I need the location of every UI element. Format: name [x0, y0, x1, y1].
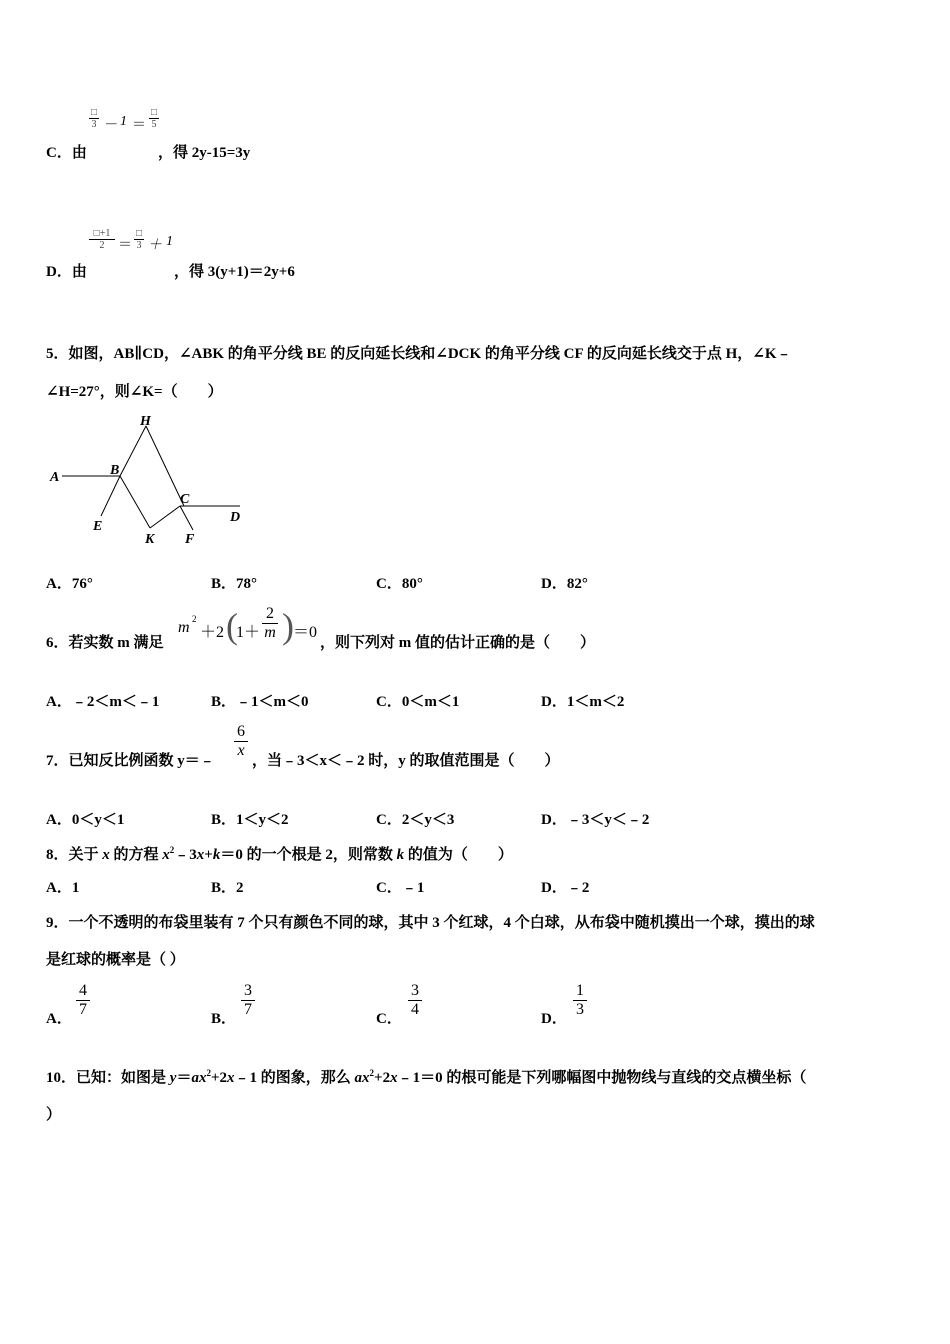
- option-a: A．76°: [46, 576, 93, 592]
- question-text: ）: [46, 1107, 62, 1123]
- option-b: B．2: [211, 880, 244, 896]
- question-text: 9．一个不透明的布袋里装有 7 个只有颜色不同的球，其中 3 个红球，4 个白球，从布袋中随机摸出一个球，摸出的球: [46, 915, 815, 931]
- option-b: B．78°: [211, 576, 258, 592]
- option-c: C．80°: [376, 576, 423, 592]
- fraction: 3 4: [408, 982, 422, 1018]
- label-b: B: [110, 463, 120, 478]
- question-text: 10．已知：如图是 $y=ax^2+2x﹣1$ 的图象，那么 $ax^2+2x﹣1=0$ 的根可能是下列哪幅图中抛物线与直线的交点横坐标（: [46, 1068, 807, 1086]
- option-d: D．﹣3＜y＜﹣2: [541, 812, 650, 828]
- fraction: 4 7: [76, 982, 90, 1018]
- fraction: □+1 2: [89, 228, 115, 251]
- fraction: □ 3: [135, 228, 143, 251]
- fraction: 1 3: [573, 982, 587, 1018]
- question-text: 8．关于 x 的方程 $x^2﹣3x+k=0$ 的一个根是 2，则常数 k 的值为（ ）: [46, 845, 513, 863]
- question-text: ∠H=27°，则∠K=（ ）: [46, 384, 223, 400]
- fraction: 3 7: [241, 982, 255, 1018]
- option-d: D．﹣2: [541, 880, 590, 896]
- question-text: ，则下列对 m 值的估计正确的是（ ）: [320, 635, 595, 651]
- question-text: 5．如图，AB∥CD，∠ABK 的角平分线 BE 的反向延长线和∠DCK 的角平分线 CF 的反向延长线交于点 H，∠K﹣: [46, 346, 792, 362]
- label-k: K: [145, 532, 155, 547]
- option-d: D．1＜m＜2: [541, 694, 625, 710]
- fraction: 6 x: [234, 723, 248, 759]
- question-text: 7．已知反比例函数 y＝﹣: [46, 753, 215, 769]
- label-c: C: [180, 492, 190, 507]
- label-d: D: [230, 510, 241, 525]
- option-a: A．0＜y＜1: [46, 812, 125, 828]
- fraction: □ 5: [150, 107, 158, 130]
- option-a: A．﹣2＜m＜﹣1: [46, 694, 160, 710]
- option-b: B．﹣1＜m＜0: [211, 694, 309, 710]
- fraction: □ 3: [90, 107, 98, 130]
- option-c: C．﹣1: [376, 880, 425, 896]
- option-c: C．0＜m＜1: [376, 694, 460, 710]
- option-d: D．82°: [541, 576, 588, 592]
- label-e: E: [93, 519, 103, 534]
- geometry-figure: [44, 410, 264, 550]
- label-h: H: [140, 414, 151, 429]
- question-text: 6．若实数 m 满足: [46, 635, 164, 651]
- label-a: A: [50, 470, 60, 485]
- option-b: B．1＜y＜2: [211, 812, 289, 828]
- option-c: C．2＜y＜3: [376, 812, 455, 828]
- fraction: 2 m: [262, 605, 278, 641]
- question-text: ，当﹣3＜x＜﹣2 时，y 的取值范围是（ ）: [252, 753, 560, 769]
- label-f: F: [185, 532, 195, 547]
- question-text: 是红球的概率是（ ）: [46, 952, 185, 968]
- option-a: A．1: [46, 880, 80, 896]
